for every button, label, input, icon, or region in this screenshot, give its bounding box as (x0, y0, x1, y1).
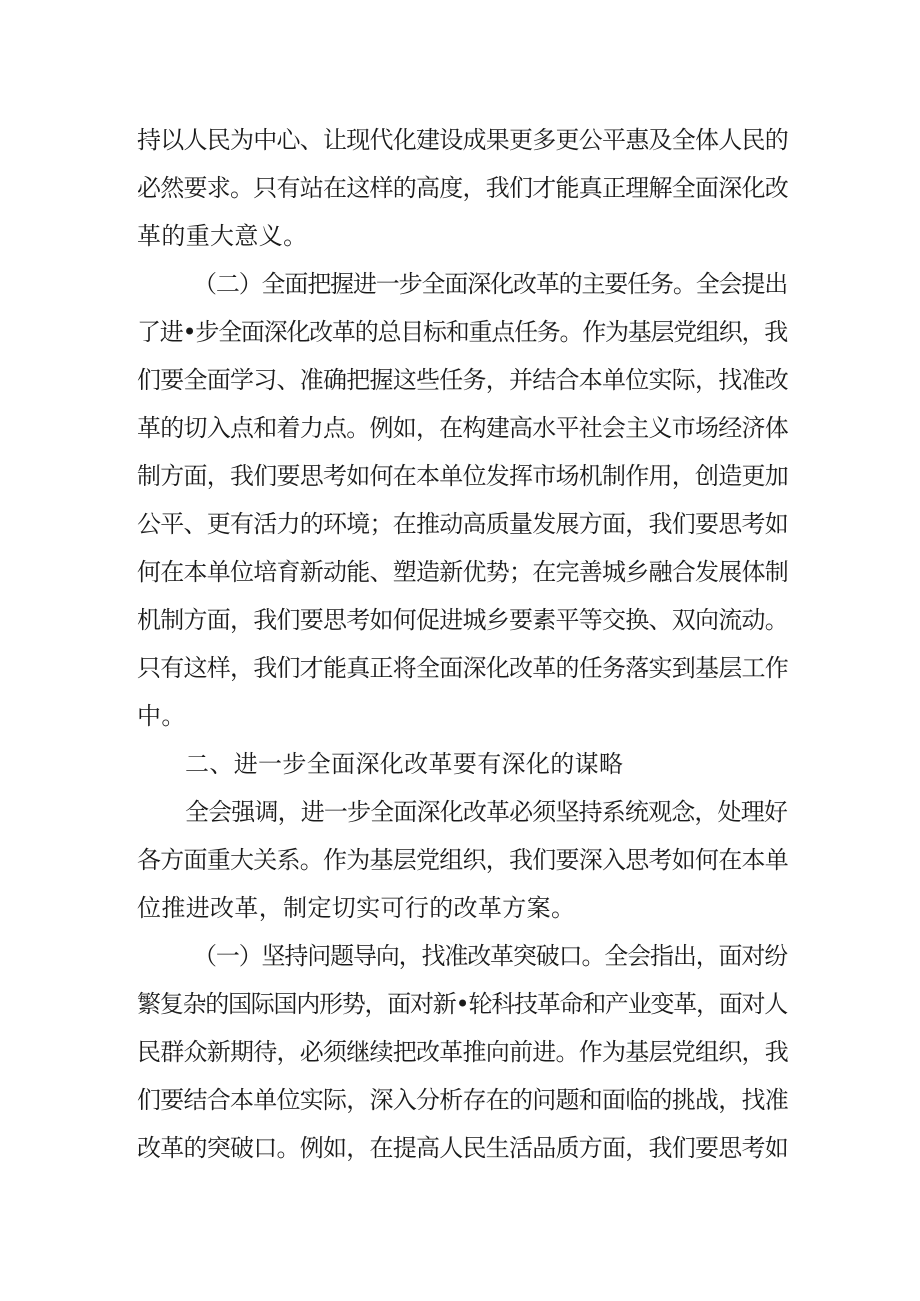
text-line: 机制方面，我们要思考如何促进城乡要素平等交换、双向流动。 (137, 606, 788, 634)
body-text (137, 116, 787, 1172)
paragraph-heading-line: （一）坚持问题导向，找准改革突破口。全会指出，面对纷 (193, 942, 788, 970)
section-heading: 二、进一步全面深化改革要有深化的谋略 (185, 750, 624, 778)
text-line: 各方面重大关系。作为基层党组织，我们要深入思考如何在本单 (137, 846, 788, 874)
text-line: 改革的突破口。例如，在提高人民生活品质方面，我们要思考如 (137, 1134, 788, 1162)
text-line: 们要结合本单位实际，深入分析存在的问题和面临的挑战，找准 (137, 1086, 788, 1114)
text-line: 革的重大意义。 (137, 222, 308, 250)
text-line: 革的切入点和着力点。例如，在构建高水平社会主义市场经济体 (137, 414, 788, 442)
text-line: 公平、更有活力的环境；在推动高质量发展方面，我们要思考如 (137, 510, 788, 538)
text-line: 制方面，我们要思考如何在本单位发挥市场机制作用，创造更加 (137, 462, 788, 490)
text-line: 们要全面学习、准确把握这些任务，并结合本单位实际，找准改 (137, 366, 788, 394)
text-line: 民群众新期待，必须继续把改革推向前进。作为基层党组织，我 (137, 1038, 788, 1066)
text-line: 全会强调，进一步全面深化改革必须坚持系统观念，处理好 (185, 798, 787, 826)
text-line: 何在本单位培育新动能、塑造新优势；在完善城乡融合发展体制 (137, 558, 788, 586)
text-line: 位推进改革，制定切实可行的改革方案。 (137, 894, 576, 922)
text-line: 必然要求。只有站在这样的高度，我们才能真正理解全面深化改 (137, 174, 788, 202)
text-line: 持以人民为中心、让现代化建设成果更多更公平惠及全体人民的 (137, 126, 788, 154)
text-line: 了进•步全面深化改革的总目标和重点任务。作为基层党组织，我 (137, 318, 787, 346)
text-line: 繁复杂的国际国内形势，面对新•轮科技革命和产业变革，面对人 (137, 990, 787, 1018)
text-line: 只有这样，我们才能真正将全面深化改革的任务落实到基层工作 (137, 654, 788, 682)
paragraph-heading-line: （二）全面把握进一步全面深化改革的主要任务。全会提出 (193, 270, 788, 298)
text-line: 中。 (137, 702, 186, 730)
